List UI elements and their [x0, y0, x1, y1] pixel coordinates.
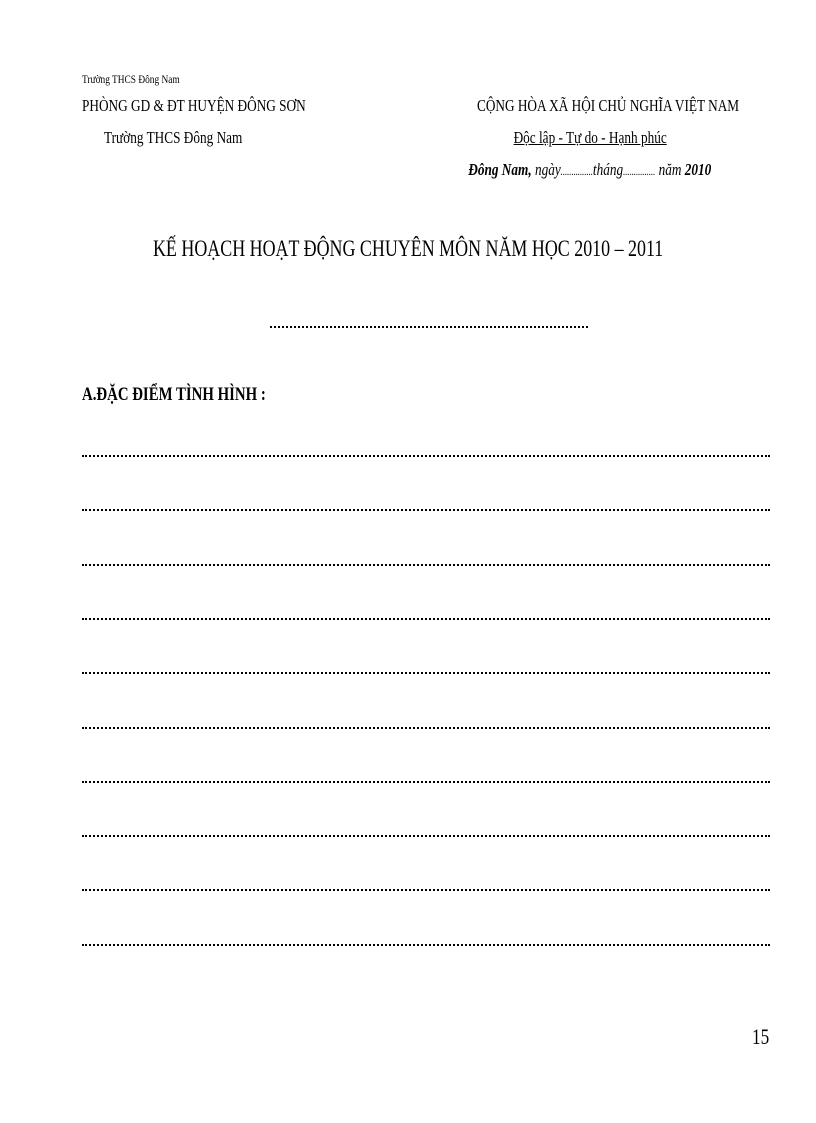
blank-dotted-line — [82, 509, 770, 511]
blank-dotted-line — [82, 618, 770, 620]
date-month-dots: ............... — [623, 166, 656, 178]
national-motto-text: Độc lập - Tự do - Hạnh phúc — [513, 128, 667, 147]
blank-dotted-line — [82, 889, 770, 891]
national-title-text: CỘNG HÒA XÃ HỘI CHỦ NGHĨA VIỆT NAM — [476, 96, 740, 115]
date-line — [420, 160, 760, 180]
page-number — [752, 1024, 774, 1050]
national-motto — [440, 128, 740, 148]
blank-dotted-line — [82, 835, 770, 837]
document-title — [0, 236, 816, 262]
document-title-text: KẾ HOẠCH HOẠT ĐỘNG CHUYÊN MÔN NĂM HỌC 2010 – 2011 — [152, 236, 664, 261]
date-day-dots: ............... — [560, 166, 594, 178]
date-day-label: ngày — [535, 160, 561, 179]
department-name — [82, 96, 369, 116]
blank-dotted-line — [82, 781, 770, 783]
header-school-small — [82, 72, 207, 87]
section-a-heading-text: A.ĐẶC ĐIỂM TÌNH HÌNH : — [82, 384, 266, 405]
date-year: 2010 — [684, 160, 712, 179]
date-month-label: tháng — [593, 160, 624, 179]
date-line-inner — [468, 160, 711, 180]
blank-dotted-line — [82, 727, 770, 729]
national-title — [440, 96, 740, 116]
blank-dotted-line — [82, 944, 770, 946]
section-a-heading — [82, 384, 318, 406]
blank-dotted-line — [82, 455, 770, 457]
date-year-label: năm — [658, 160, 682, 179]
header-school-small-text: Trường THCS Đông Nam — [82, 72, 180, 86]
blank-dotted-line — [82, 564, 770, 566]
school-name-text: Trường THCS Đông Nam — [104, 128, 243, 147]
blank-dotted-line — [82, 672, 770, 674]
school-name — [104, 128, 281, 148]
page-number-text: 15 — [752, 1024, 770, 1049]
title-separator — [270, 326, 588, 328]
department-name-text: PHÒNG GD & ĐT HUYỆN ĐÔNG SƠN — [82, 96, 306, 115]
date-place: Đông Nam, — [468, 160, 532, 179]
